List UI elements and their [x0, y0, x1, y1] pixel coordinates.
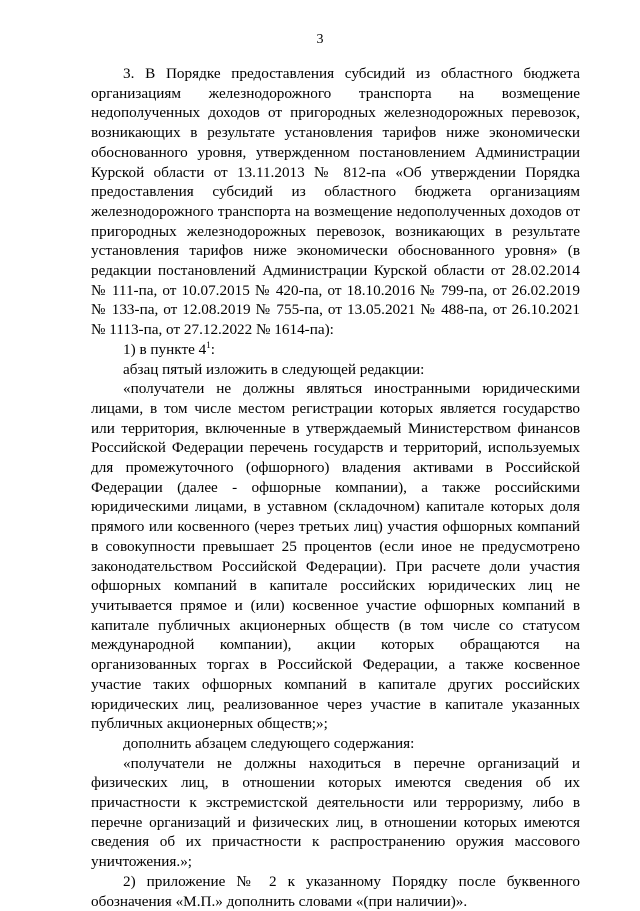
page-number: 3	[316, 32, 324, 47]
paragraph-item-1	[91, 340, 580, 360]
item-1-suffix: :	[210, 340, 215, 358]
paragraph-item-2: 2) приложение № 2 к указанному Порядку после буквенного обозначения «М.П.» дополнить словами «(при наличии)».	[91, 872, 580, 910]
paragraph-quote-2: «получатели не должны находиться в перечне организаций и физических лиц, в отношении которых имеются сведения об их причастности к экстремистской деятельности или терроризму, либо в перечне организаций и физических лиц, в отношении которых имеются сведения об их причастности к распространению оружия массового уничтожения.»;	[91, 754, 580, 871]
paragraph-quote-1: «получатели не должны являться иностранными юридическими лицами, в том числе местом регистрации которых является государство или территория, включенные в утверждаемый Министерством финансов Российской Федерации перечень государств и территорий, используемых для промежуточного (офшорного) владения активами в Российской Федерации (далее - офшорные компании), а также российскими юридическими лицами, в уставном (складочном) капитале которых доля прямого или косвенного (через третьих лиц) участия офшорных компаний в совокупности превышает 25 процентов (если иное не предусмотрено законодательством Российской Федерации). При расчете доли участия офшорных компаний в капитале российских юридических лиц не учитывается прямое и (или) косвенное участие офшорных компаний в капитале публичных акционерных обществ (в том числе со статусом международной компании), акции которых обращаются на организованных торгах в Российской Федерации, а также косвенное участие таких офшорных компаний в капитале других российских юридических лиц, реализованное через участие в капитале указанных публичных акционерных обществ;»;	[91, 380, 580, 733]
paragraph-3-intro: 3. В Порядке предоставления субсидий из областного бюджета организациям железнодорожного транспорта на возмещение недополученных доходов от пригородных железнодорожных перевозок, возникающих в результате установления тарифов ниже экономически обоснованного уровня, утвержденном постановлением Администрации Курской области от 13.11.2013 № 812-па «Об утверждении Порядка предоставления субсидий из областного бюджета организациям железнодорожного транспорта на возмещение недополученных доходов от пригородных железнодорожных перевозок, возникающих в результате установления тарифов ниже экономически обоснованного уровня» (в редакции постановлений Администрации Курской области от 28.02.2014 № 111-па, от 10.07.2015 № 420-па, от 18.10.2016 № 799-па, от 26.02.2019 № 133-па, от 12.08.2019 № 755-па, от 13.05.2021 № 488-па, от 26.10.2021 № 1113-па, от 27.12.2022 № 1614-па):	[91, 65, 580, 339]
item-1-prefix: 1) в пункте 4	[123, 340, 207, 358]
paragraph-abzac-five: абзац пятый изложить в следующей редакции:	[123, 360, 425, 378]
paragraph-add-abzac: дополнить абзацем следующего содержания:	[123, 734, 415, 752]
item-1-superscript: 1	[206, 339, 211, 350]
document-body	[91, 64, 580, 911]
